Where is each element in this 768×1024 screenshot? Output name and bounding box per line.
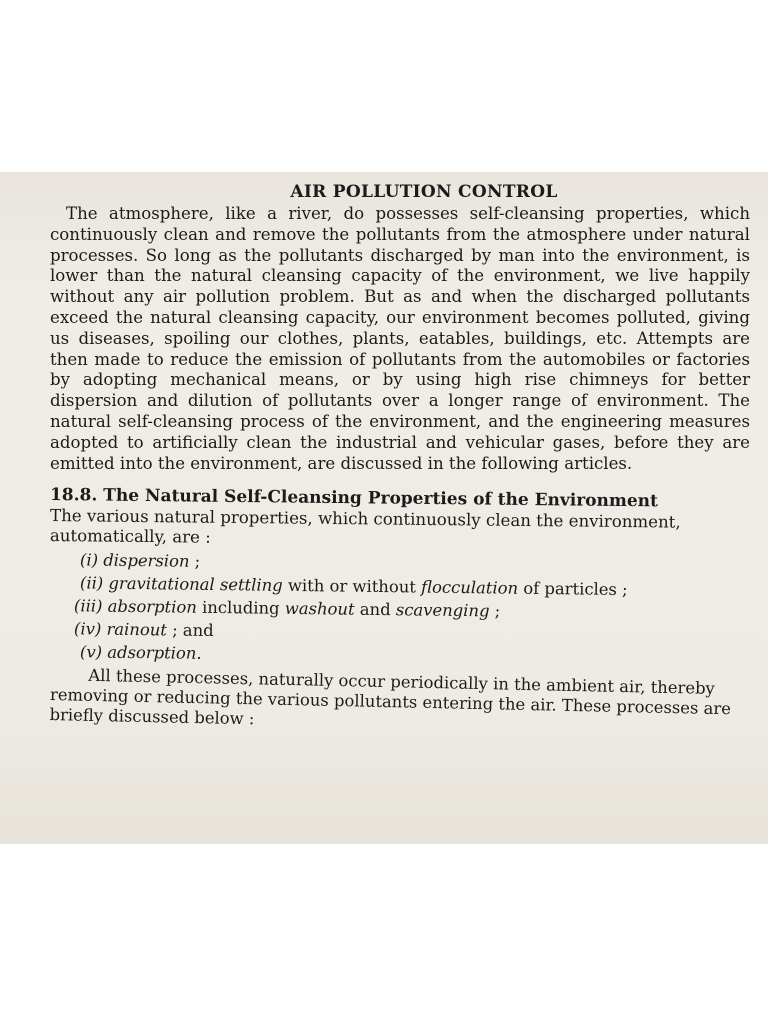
list-item: (i) dispersion ;: [79, 550, 201, 572]
process-list: [50, 548, 750, 663]
list-item: (iv) rainout ; and: [73, 619, 214, 641]
document-body: [49, 178, 750, 729]
closing-paragraph: All these processes, naturally occur periodically in the ambient air, thereby removing or reducing the various pollutants entering the air. These processes are briefly discussed below :: [49, 666, 732, 729]
list-item: (ii) gravitational settling with or without flocculation of particles ;: [79, 573, 628, 600]
page-title: AIR POLLUTION CONTROL: [290, 182, 558, 202]
section-heading: 18.8. The Natural Self-Cleansing Properties of the Environment: [49, 485, 659, 512]
intro-paragraph: The atmosphere, like a river, do possesses self-cleansing properties, which continuously clean and remove the pollutants from the atmosphere under natural processes. So long as the pollutants discharged by man into the environment, is lower than the natural cleansing capacity of the environment, we live happily without any air pollution problem. But as and when the discharged pollutants exceed the natural cleansing capacity, our environment becomes polluted, giving us diseases, spoiling our clothes, plants, eatables, buildings, etc. Attempts are then made to reduce the emission of pollutants from the automobiles or factories by adopting mechanical means, or by using high rise chimneys for better dispersion and dilution of pollutants over a longer range of environment. The natural self-cleansing process of the environment, and the engineering measures adopted to artificially clean the industrial and vehicular gases, before they are emitted into the environment, are discussed in the following articles.: [50, 204, 750, 473]
list-item: (v) adsorption.: [79, 642, 202, 664]
section-intro: The various natural properties, which continuously clean the environment, automatically, are :: [49, 506, 681, 548]
list-item: (iii) absorption including washout and scavenging ;: [73, 596, 501, 621]
